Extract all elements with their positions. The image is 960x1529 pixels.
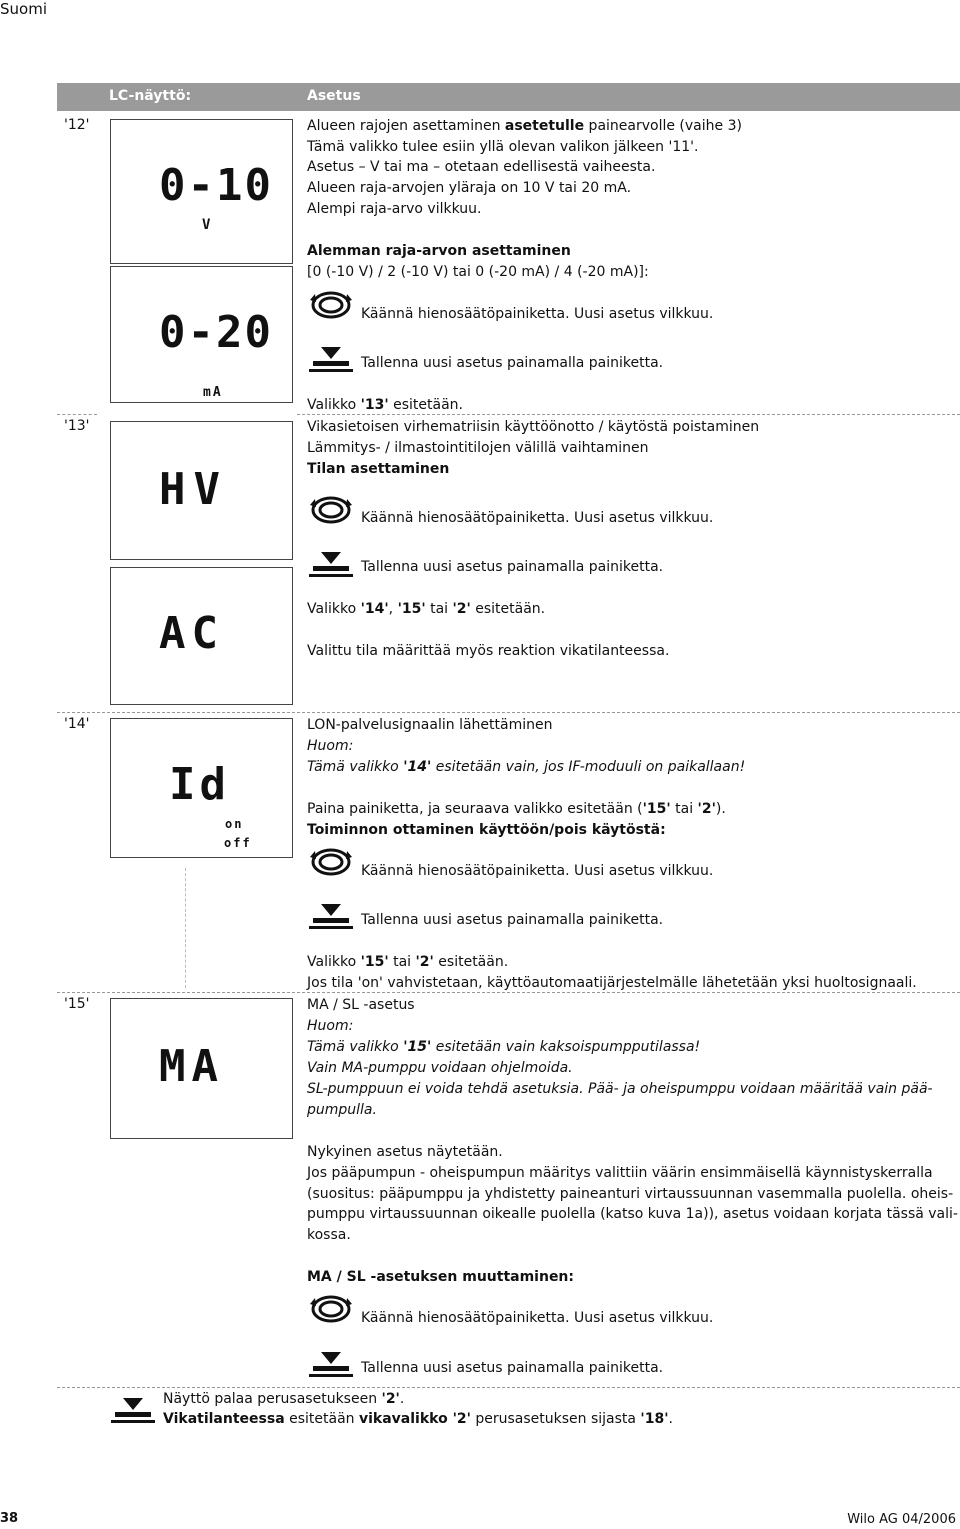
lcd-value: 0-20 <box>159 307 273 358</box>
rotary-knob-icon <box>307 288 355 322</box>
row-code-15: '15' <box>64 996 90 1012</box>
lcd-display <box>110 119 293 264</box>
text-line: LON-palvelusignaalin lähettäminen <box>307 717 553 733</box>
text-line: Asetus – V tai ma – otetaan edellisestä vaiheesta. <box>307 159 656 175</box>
note-italic: pumpulla. <box>307 1102 377 1118</box>
subheading: Toiminnon ottaminen käyttöön/pois käytöstä: <box>307 822 666 838</box>
text-line: Jos tila 'on' vahvistetaan, käyttöautomaatijärjestelmälle lähetetään yksi huoltosignaali. <box>307 975 917 991</box>
text-line: Nykyinen asetus näytetään. <box>307 1144 503 1160</box>
note-label: Huom: <box>307 1018 354 1034</box>
press-button-icon <box>307 1350 355 1380</box>
instruction-save: Tallenna uusi asetus painamalla painiketta. <box>361 559 664 575</box>
note-italic: SL-pumppuun ei voida tehdä asetuksia. Pää- ja oheispumppu voidaan määritää vain pää- <box>307 1081 933 1097</box>
note-label: Huom: <box>307 738 354 754</box>
instruction-turn: Käännä hienosäätöpainiketta. Uusi asetus vilkkuu. <box>361 510 714 526</box>
subheading: MA / SL -asetuksen muuttaminen: <box>307 1269 574 1285</box>
lcd-display <box>110 998 293 1139</box>
text-line: MA / SL -asetus <box>307 997 415 1013</box>
lcd-display <box>110 718 293 858</box>
subheading: Tilan asettaminen <box>307 461 450 477</box>
lcd-unit: V <box>202 217 213 233</box>
lcd-display <box>110 266 293 403</box>
text-line: kossa. <box>307 1227 351 1243</box>
header-display: LC-näyttö: <box>109 88 192 104</box>
text-line: Alueen raja-arvojen yläraja on 10 V tai 20 mA. <box>307 180 632 196</box>
lcd-value: 0-10 <box>159 160 273 211</box>
lcd-unit-off: off <box>224 836 252 850</box>
next-menu: Valikko '13' esitetään. <box>307 397 463 413</box>
text-line: Vikasietoisen virhematriisin käyttöönotto / käytöstä poistaminen <box>307 419 760 435</box>
instruction-save: Tallenna uusi asetus painamalla painiketta. <box>361 1360 664 1376</box>
lcd-unit: mA <box>203 385 223 400</box>
lcd-display <box>110 567 293 705</box>
note-italic: Vain MA-pumppu voidaan ohjelmoida. <box>307 1060 573 1076</box>
publisher: Wilo AG 04/2006 <box>847 1512 956 1527</box>
instruction-save: Tallenna uusi asetus painamalla painiketta. <box>361 912 664 928</box>
note-italic: Tämä valikko '14' esitetään vain, jos IF-moduuli on paikallaan! <box>307 759 746 775</box>
rotary-knob-icon <box>307 493 355 527</box>
instruction-turn: Käännä hienosäätöpainiketta. Uusi asetus vilkkuu. <box>361 863 714 879</box>
next-menu: Valikko '15' tai '2' esitetään. <box>307 954 509 970</box>
footer-note-line1: Näyttö palaa perusasetukseen '2'. <box>163 1391 405 1407</box>
rotary-knob-icon <box>307 845 355 879</box>
instruction-turn: Käännä hienosäätöpainiketta. Uusi asetus vilkkuu. <box>361 306 714 322</box>
subheading: Alemman raja-arvon asettaminen <box>307 243 571 259</box>
footer-note-line2: Vikatilanteessa esitetään vikavalikko '2' perusasetuksen sijasta '18'. <box>163 1411 673 1427</box>
press-button-icon <box>307 550 355 580</box>
rotary-knob-icon <box>307 1292 355 1326</box>
lcd-display <box>110 421 293 560</box>
row-code-14: '14' <box>64 716 90 732</box>
table-header <box>57 83 960 111</box>
lcd-value: HV <box>159 464 228 515</box>
row-code-13: '13' <box>64 418 90 434</box>
note-italic: Tämä valikko '15' esitetään vain kaksoispumpputilassa! <box>307 1039 701 1055</box>
text-line: Valittu tila määrittää myös reaktion vikatilanteessa. <box>307 643 670 659</box>
next-menu: Valikko '14', '15' tai '2' esitetään. <box>307 601 546 617</box>
lcd-unit-on: on <box>225 817 244 831</box>
text-line: (suositus: pääpumppu ja yhdistetty paineanturi virtaussuunnan vasemmalla puolella. oheis- <box>307 1186 954 1202</box>
text-line: Paina painiketta, ja seuraava valikko esitetään ('15' tai '2'). <box>307 801 726 817</box>
press-button-icon <box>109 1396 157 1426</box>
header-setting: Asetus <box>307 88 361 104</box>
lcd-value: AC <box>159 608 224 659</box>
instruction-turn: Käännä hienosäätöpainiketta. Uusi asetus vilkkuu. <box>361 1310 714 1326</box>
page-number: 38 <box>0 1511 19 1526</box>
text-line: Alueen rajojen asettaminen asetetulle painearvolle (vaihe 3) <box>307 118 742 134</box>
press-button-icon <box>307 345 355 375</box>
text-line: Jos pääpumpun - oheispumpun määritys valittiin väärin ensimmäisellä käynnistyskerralla <box>307 1165 933 1181</box>
text-line: [0 (-10 V) / 2 (-10 V) tai 0 (-20 mA) / 4 (-20 mA)]: <box>307 264 649 280</box>
instruction-save: Tallenna uusi asetus painamalla painiketta. <box>361 355 664 371</box>
lcd-value: MA <box>159 1041 224 1092</box>
lcd-value: Id <box>169 759 230 810</box>
press-button-icon <box>307 902 355 932</box>
row-code-12: '12' <box>64 117 90 133</box>
text-line: pumppu virtaussuunnan oikealle puolella (katso kuva 1a)), asetus voidaan korjata tässä vali- <box>307 1206 958 1222</box>
text-line: Lämmitys- / ilmastointitilojen välillä vaihtaminen <box>307 440 649 456</box>
text-line: Tämä valikko tulee esiin yllä olevan valikon jälkeen '11'. <box>307 139 699 155</box>
language-label: Suomi <box>0 0 47 18</box>
text-line: Alempi raja-arvo vilkkuu. <box>307 201 482 217</box>
